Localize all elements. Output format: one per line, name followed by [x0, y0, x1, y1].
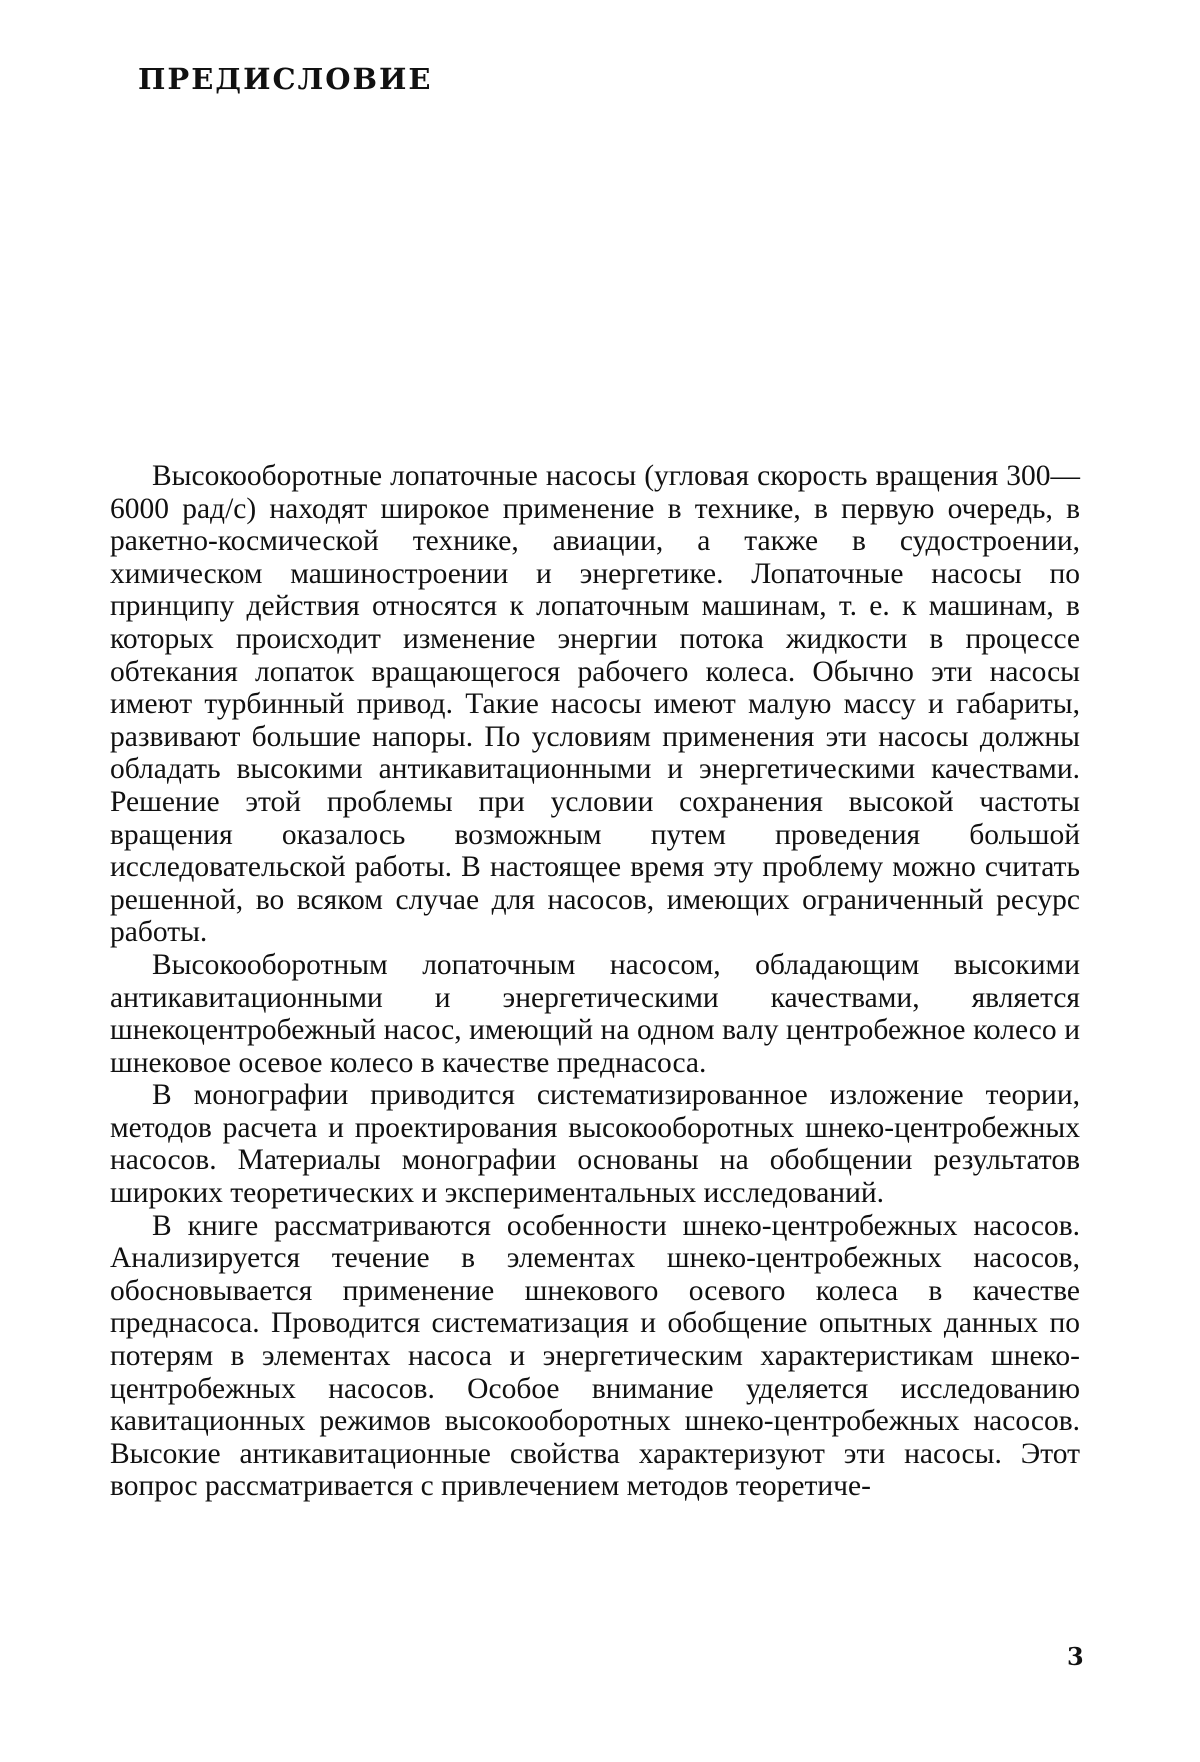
page-number: 3: [1067, 1642, 1084, 1671]
body-text: [110, 460, 1080, 1503]
paragraph-3: В монографии приводится систематизированное изложение теории, методов расчета и проектирования высокооборотных шнеко-центробежных насосов. Материалы монографии основаны на обобщении результатов широких теоретических и экспериментальных исследований.: [110, 1079, 1080, 1210]
paragraph-1: Высокооборотные лопаточные насосы (угловая скорость вращения 300—6000 рад/с) находят широкое применение в технике, в первую очередь, в ракетно-космической технике, авиации, а также в судостроении, химическом машиностроении и энергетике. Лопаточные насосы по принципу действия относятся к лопаточным машинам, т. е. к машинам, в которых происходит изменение энергии потока жидкости в процессе обтекания лопаток вращающегося рабочего колеса. Обычно эти насосы имеют турбинный привод. Такие насосы имеют малую массу и габариты, развивают большие напоры. По условиям применения эти насосы должны обладать высокими антикавитационными и энергетическими качествами. Решение этой проблемы при условии сохранения высокой частоты вращения оказалось возможным путем проведения большой исследовательской работы. В настоящее время эту проблему можно считать решенной, во всяком случае для насосов, имеющих ограниченный ресурс работы.: [110, 460, 1080, 949]
paragraph-2: Высокооборотным лопаточным насосом, обладающим высокими антикавитационными и энергетическими качествами, является шнекоцентробежный насос, имеющий на одном валу центробежное колесо и шнековое осевое колесо в качестве преднасоса.: [110, 948, 1080, 1079]
page-title: ПРЕДИСЛОВИЕ: [138, 62, 433, 96]
paragraph-4: В книге рассматриваются особенности шнеко-центробежных насосов. Анализируется течение в элементах шнеко-центробежных насосов, обосновывается применение шнекового осевого колеса в качестве преднасоса. Проводится систематизация и обобщение опытных данных по потерям в элементах насоса и энергетическим характеристикам шнеко-центробежных насосов. Особое внимание уделяется исследованию кавитационных режимов высокооборотных шнеко-центробежных насосов. Высокие антикавитационные свойства характеризуют эти насосы. Этот вопрос рассматривается с привлечением методов теоретиче-: [110, 1209, 1080, 1503]
